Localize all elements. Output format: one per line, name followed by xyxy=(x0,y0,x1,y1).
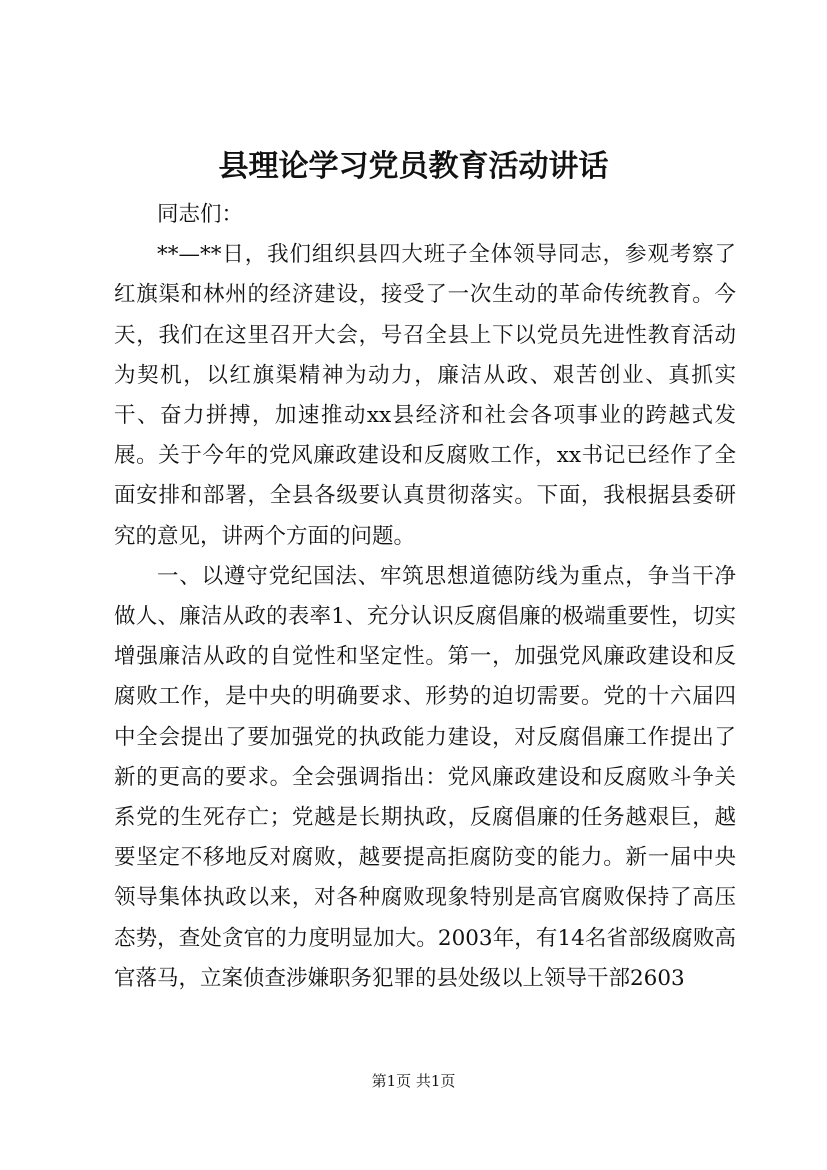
paragraph-1: **—**日，我们组织县四大班子全体领导同志，参观考察了红旗渠和林州的经济建设，接受了一次生动的革命传统教育。今天，我们在这里召开大会，号召全县上下以党员先进性教育活动为契机，以红旗渠精神为动力，廉洁从政、艰苦创业、真抓实干、奋力拼搏，加速推动xx县经济和社会各项事业的跨越式发展。关于今年的党风廉政建设和反腐败工作，xx书记已经作了全面安排和部署，全县各级要认真贯彻落实。下面，我根据县委研究的意见，讲两个方面的问题。 xyxy=(114,242,736,549)
salutation: 同志们： xyxy=(157,202,244,227)
document-body xyxy=(114,195,736,999)
document-title: 县理论学习党员教育活动讲话 xyxy=(218,149,609,184)
paragraph-2: 一、以遵守党纪国法、牢筑思想道德防线为重点，争当干净做人、廉洁从政的表率1、充分认识反腐倡廉的极端重要性，切实增强廉洁从政的自觉性和坚定性。第一，加强党风廉政建设和反腐败工作，是中央的明确要求、形势的迫切需要。党的十六届四中全会提出了要加强党的执政能力建设，对反腐倡廉工作提出了新的更高的要求。全会强调指出：党风廉政建设和反腐败斗争关系党的生死存亡；党越是长期执政，反腐倡廉的任务越艰巨，越要坚定不移地反对腐败，越要提高拒腐防变的能力。新一届中央领导集体执政以来，对各种腐败现象特别是高官腐败保持了高压态势，查处贪官的力度明显加大。2003年，有14名省部级腐败高官落马，立案侦查涉嫌职务犯罪的县处级以上领导干部2603 xyxy=(114,563,736,991)
page-footer: 第1页 共1页 xyxy=(371,1072,456,1090)
